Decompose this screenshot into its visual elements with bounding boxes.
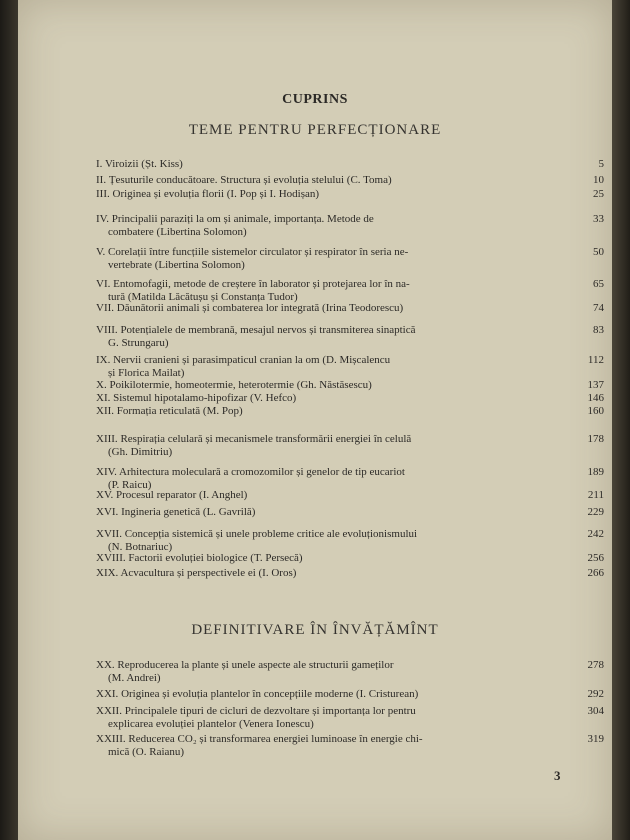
toc-entry-line: [96, 278, 576, 291]
toc-entry: [96, 379, 604, 392]
toc-entry-title: Principalii paraziți la om și animale, importanța. Metode de: [111, 213, 374, 225]
toc-entry-title: Factorii evoluției biologice (T. Persecă): [128, 552, 303, 564]
toc-entry-continuation: mică (O. Raianu): [108, 746, 185, 758]
toc-entry-page: 178: [587, 433, 604, 445]
toc-entry-number: II.: [96, 174, 107, 186]
book-page: [18, 0, 612, 840]
toc-entry-number: XXIII.: [96, 733, 126, 745]
toc-entry-page: 211: [587, 489, 604, 501]
toc-entry-continuation: (Gh. Dimitriu): [108, 446, 173, 458]
toc-entry-page: 278: [587, 659, 604, 671]
toc-entry-title: Originea și evoluția plantelor în concepțiile moderne (I. Cristurean): [121, 688, 419, 700]
toc-entry: [96, 433, 604, 459]
toc-entry-number: XX.: [96, 659, 115, 671]
toc-entry-title: Dăunătorii animali și combaterea lor integrată (Irina Teodorescu): [116, 302, 404, 314]
toc-entry: [96, 324, 604, 350]
toc-entry-line: [96, 506, 576, 519]
toc-entry: [96, 188, 604, 201]
toc-entry-page: 229: [587, 506, 604, 518]
toc-entry-number: VIII.: [96, 324, 118, 336]
toc-entry-continuation: și Florica Mailat): [108, 367, 185, 379]
toc-entry-title: Concepția sistemică și unele probleme critice ale evoluționismului: [124, 528, 418, 540]
toc-entry-number: XIV.: [96, 466, 117, 478]
toc-entry-line: [96, 392, 576, 405]
toc-entry: [96, 354, 604, 380]
toc-entry-title: Principalele tipuri de cicluri de dezvoltare și importanța lor pentru: [124, 705, 416, 717]
toc-entry-page: 10: [593, 174, 604, 186]
page-binding-edge: [0, 0, 18, 840]
toc-entry-line: [96, 324, 576, 337]
toc-entry-line: [96, 659, 576, 672]
toc-entry-line: [96, 567, 576, 580]
toc-entry: [96, 506, 604, 519]
toc-entry-continuation: explicarea evoluției plantelor (Venera Ionescu): [108, 718, 314, 730]
toc-entry-page: 74: [593, 302, 604, 314]
toc-entry: [96, 174, 604, 187]
toc-entry-continuation: (N. Botnariuc): [108, 541, 173, 553]
toc-entry-page: 25: [593, 188, 604, 200]
toc-entry-page: 50: [593, 246, 604, 258]
toc-entry-number: XVI.: [96, 506, 119, 518]
toc-entry-number: XIX.: [96, 567, 119, 579]
toc-entry-page: 266: [587, 567, 604, 579]
toc-entry-title: Originea și evoluția florii (I. Pop și I. Hodișan): [112, 188, 320, 200]
toc-entry-page: 304: [587, 705, 604, 717]
toc-entry-line: [96, 733, 576, 746]
toc-entry-number: XII.: [96, 405, 115, 417]
toc-entry-title: Corelații între funcțiile sistemelor circulator și respirator în seria ne-: [108, 246, 409, 258]
toc-entry-number: III.: [96, 188, 110, 200]
toc-entry: [96, 246, 604, 272]
toc-entry-title: Respirația celulară și mecanismele transformării energiei în celulă: [120, 433, 412, 445]
toc-entry-number: XI.: [96, 392, 111, 404]
toc-entry-page: 256: [587, 552, 604, 564]
toc-entry: [96, 405, 604, 418]
toc-entry-number: IX.: [96, 354, 111, 366]
toc-entry-title: Acvacultura și perspectivele ei (I. Oros): [120, 567, 297, 579]
toc-entry-line: [96, 379, 576, 392]
toc-entry-number: V.: [96, 246, 106, 258]
toc-entry-title: Ingineria genetică (L. Gavrilă): [121, 506, 256, 518]
toc-entry-line: [96, 354, 576, 367]
toc-entry-title: Procesul reparator (I. Anghel): [115, 489, 248, 501]
toc-entry-title: Arhitectura moleculară a cromozomilor și genelor de tip eucariot: [119, 466, 405, 478]
toc-entry: [96, 552, 604, 565]
page-outer-edge: [612, 0, 630, 840]
toc-entry-page: 292: [587, 688, 604, 700]
toc-entry-number: I.: [96, 158, 103, 170]
toc-entry-line: [96, 405, 576, 418]
toc-entry: [96, 489, 604, 502]
toc-entry-page: 5: [598, 158, 604, 170]
toc-entry-page: 319: [587, 733, 604, 745]
toc-entry: [96, 158, 604, 171]
toc-entry: [96, 688, 604, 701]
toc-entry-line: [96, 433, 576, 446]
toc-entry-number: XIII.: [96, 433, 118, 445]
section-title-perfectionare: TEME PENTRU PERFECȚIONARE: [188, 122, 442, 138]
toc-entry-page: 65: [593, 278, 604, 290]
toc-entry: [96, 528, 604, 554]
toc-entry-line: [96, 466, 576, 479]
toc-entry-page: 112: [587, 354, 604, 366]
toc-entry-continuation: (P. Raicu): [108, 479, 152, 491]
toc-entry: [96, 567, 604, 580]
toc-entry-continuation: combatere (Libertina Solomon): [108, 226, 247, 238]
toc-entry-line: [96, 246, 576, 259]
toc-entry-continuation: tură (Matilda Lăcătușu și Constanța Tudor): [108, 291, 298, 303]
toc-entry: [96, 278, 604, 304]
toc-entry-number: XXII.: [96, 705, 122, 717]
toc-entry-line: [96, 489, 576, 502]
toc-entry-line: [96, 302, 576, 315]
page-number: 3: [554, 768, 561, 783]
toc-entry-number: VII.: [96, 302, 115, 314]
toc-entry-number: X.: [96, 379, 107, 391]
toc-entry-title: Poikilotermie, homeotermie, heterotermie (Gh. Năstăsescu): [109, 379, 372, 391]
toc-entry-title: Reproducerea la plante și unele aspecte ale structurii gameților: [117, 659, 394, 671]
toc-entry-number: VI.: [96, 278, 111, 290]
toc-entry-continuation: vertebrate (Libertina Solomon): [108, 259, 245, 271]
toc-entry-number: IV.: [96, 213, 109, 225]
toc-entry: [96, 302, 604, 315]
toc-entry-title: Reducerea CO₂ și transformarea energiei luminoase în energie chi-: [128, 733, 423, 745]
toc-entry-title: Entomofagii, metode de creștere în laborator și protejarea lor în na-: [113, 278, 410, 290]
toc-entry-number: XVII.: [96, 528, 122, 540]
toc-entry: [96, 392, 604, 405]
toc-entry-page: 137: [587, 379, 604, 391]
toc-entry-number: XVIII.: [96, 552, 126, 564]
section-title-definitivare: DEFINITIVARE ÎN ÎNVĂȚĂMÎNT: [191, 622, 439, 638]
toc-entry-page: 83: [593, 324, 604, 336]
toc-entry-title: Țesuturile conducătoare. Structura și evoluția stelului (C. Toma): [108, 174, 392, 186]
toc-entry-page: 160: [587, 405, 604, 417]
toc-entry-number: XXI.: [96, 688, 119, 700]
toc-entry-continuation: (M. Andrei): [108, 672, 161, 684]
toc-entry-line: [96, 705, 576, 718]
toc-entry-page: 33: [593, 213, 604, 225]
toc-entry: [96, 733, 604, 759]
toc-entry-line: [96, 552, 576, 565]
page-heading: CUPRINS: [282, 92, 348, 107]
toc-entry: [96, 705, 604, 731]
toc-entry-continuation: G. Strungaru): [108, 337, 169, 349]
toc-entry-title: Viroizii (Șt. Kiss): [104, 158, 183, 170]
toc-entry-title: Potențialele de membrană, mesajul nervos și transmiterea sinaptică: [120, 324, 416, 336]
toc-entry-title: Nervii cranieni și parasimpaticul cranian la om (D. Mișcalencu: [113, 354, 391, 366]
toc-entry-line: [96, 188, 576, 201]
toc-entry-page: 242: [587, 528, 604, 540]
toc-entry-page: 189: [587, 466, 604, 478]
toc-entry-line: [96, 174, 576, 187]
toc-entry-title: Sistemul hipotalamo-hipofizar (V. Hefco): [113, 392, 297, 404]
toc-entry: [96, 659, 604, 685]
toc-entry-number: XV.: [96, 489, 114, 501]
toc-entry-line: [96, 528, 576, 541]
toc-entry-line: [96, 688, 576, 701]
toc-entry: [96, 213, 604, 239]
toc-entry-page: 146: [587, 392, 604, 404]
toc-entry-line: [96, 213, 576, 226]
toc-entry-line: [96, 158, 576, 171]
toc-entry-title: Formația reticulată (M. Pop): [116, 405, 243, 417]
